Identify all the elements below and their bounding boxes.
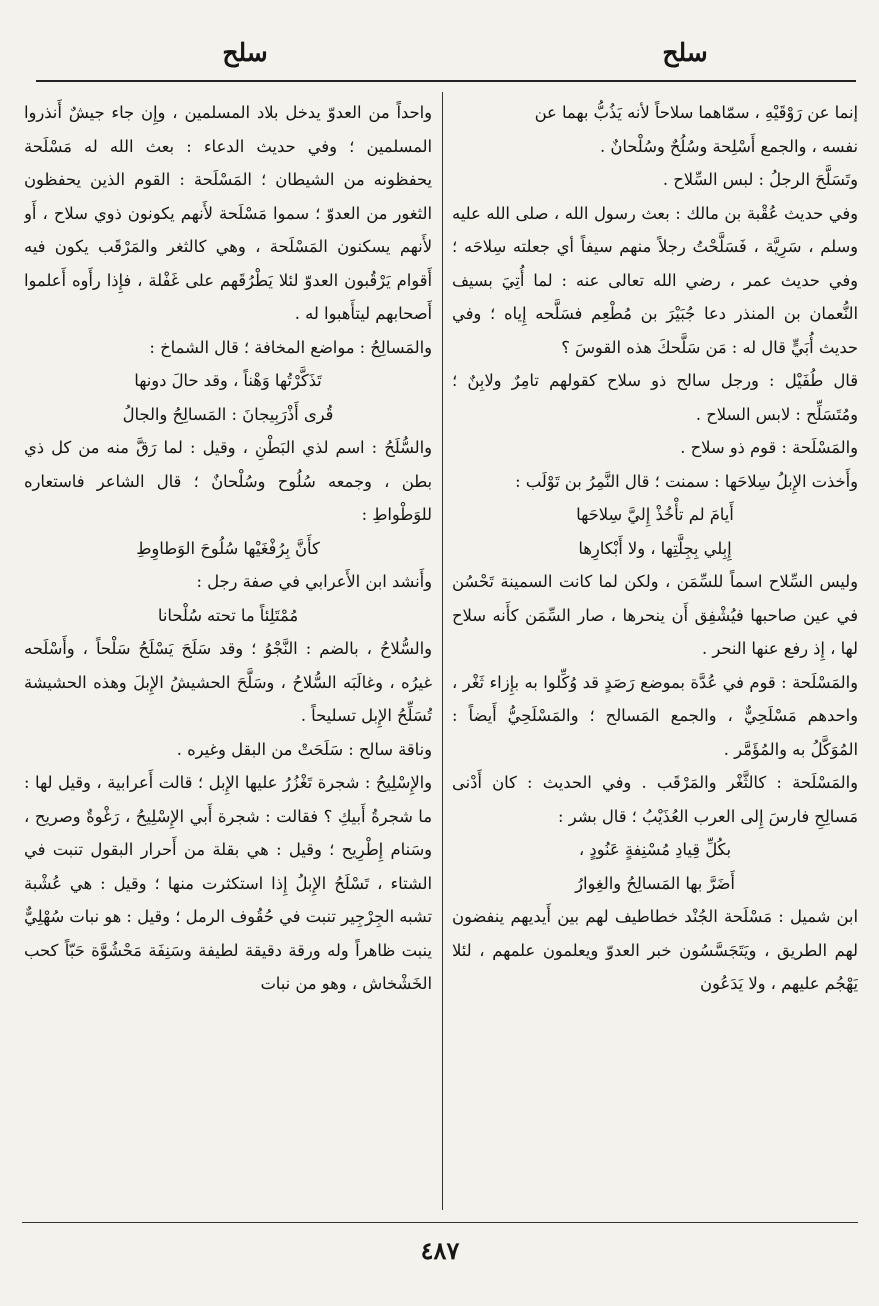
paragraph: ابن شميل : مَسْلَحة الجُنْد خطاطيف لهم بين أَيديهم ينفضون لهم الطريق ، ويَتَجَسَّسُون خبر العدوّ ويعلمون علمهم ، لئلا يَهْجُم عليهم ، ولا يَدَعُون — [452, 907, 858, 993]
paragraph: والمَسْلَحة : قوم ذو سلاح . — [680, 438, 858, 457]
poetry-verse: قُرى أَذْرَبِيجانَ : المَسالِحُ والجالُ — [122, 404, 334, 424]
paragraph: والسُّلَحُ : اسم لذي البَطْنِ ، وقيل : لما رَقَّ منه من كل ذي بطن ، وجمعه سُلُوح وسُلْحانٌ ؛ قال الشاعر فاستعاره للوَطْواطِ : — [24, 438, 432, 524]
paragraph: قال طُفَيْل : ورجل سالح ذو سلاح كقولهم تامِرٌ ولابِنٌ ؛ ومُتَسَلِّح : لابس السلاح . — [452, 371, 858, 424]
page-number: ٤٨٧ — [420, 1236, 460, 1265]
poetry-verse: بكُلِّ قِيادِ مُسْنِفةٍ عَنُودٍ ، — [578, 840, 732, 859]
poetry-verse: إِبِلي بِجِلَّتِها ، ولا أَبْكارِها — [578, 538, 732, 558]
paragraph: والإِسْلِيحُ : شجرة تَغْزُرُ عليها الإِبل ؛ قالت أَعرابية ، وقيل لها : ما شجرةُ أَبيكِ ؟ فقالت : شجرة أَبي الإِسْلِيحُ ، رَغْوةٌ وصريح ، وسَنام إِطْرِيح ؛ وقيل : هي بقلة من أَحرار البقول تنبت في الشتاء ، تَسْلَحُ الإِبلُ إِذا استكثرت منها ؛ وقيل : هي عُشْبة تشبه الجِرْجِير تنبت في حُقُوف الرمل ؛ وقيل : هو نبات سُهْلِيٌّ ينبت ظاهراً وله ورقة دقيقة لطيفة وسَنِفَة مَحْشُوَّة حَبّاً كحب الخَشْخاش ، وهو من نبات — [24, 773, 432, 993]
header-entry-word-right: سلح — [662, 38, 708, 67]
poetry-verse: كأَنَّ بِرُفْغَيْها سُلُوحَ الوَطاوِطِ — [136, 538, 320, 558]
right-text-column — [452, 96, 858, 1212]
paragraph: والمَسْلَحة : كالثَّغْر والمَرْقَب . وفي الحديث : كان أَدْنى مَسالِحِ فارسَ إِلى العرب العُذَيْبُ ؛ قال بشر : — [452, 773, 858, 826]
paragraph: واحداً من العدوّ يدخل بلاد المسلمين ، وإِن جاء جيشٌ أَنذروا المسلمين ؛ وفي حديث الدعاء : بعث الله له مَسْلَحة يحفظونه من الشيطان ؛ المَسْلَحة : القوم الذين يحفظون الثغور من العدوّ ؛ سموا مَسْلَحة لأَنهم يكونون ذوي سلاح ، أَو لأَنهم يسكنون المَسْلَحة ، وهي كالثغر والمَرْقَب يكون فيه أَقوام يَرْقُبون العدوّ لئلا يَطْرُقَهم على غَفْلة ، فإِذا رأَوه أَعلموا أَصحابهم ليتأَهبوا له . — [24, 103, 432, 323]
poetry-verse: مُمْتَلِئاً ما تحته سُلْحانا — [157, 605, 299, 625]
paragraph: والسُّلاحُ ، بالضم : النَّجْوُ ؛ وقد سَلَحَ يَسْلَحُ سَلْحاً ، وأَسْلَحه غيرُه ، وغالَبَه السُّلاحُ ، وسَلَّحَ الحشيشُ الإِبلَ وهذه الحشيشة تُسَلِّحُ الإِبل تسليحاً . — [24, 639, 432, 725]
poetry-verse: تَذَكَّرْتُها وَهْناً ، وقد حالَ دونها — [134, 371, 322, 390]
poetry-verse: أَضَرَّ بها المَسالِحُ والغِوارُ — [575, 873, 735, 893]
paragraph: نفسه ، والجمع أَسْلِحة وسُلُحٌ وسُلْحانٌ . — [600, 136, 858, 156]
column-divider — [442, 92, 443, 1210]
poetry-verse: أَيامَ لم تأْخُذْ إِليَّ سِلاحَها — [576, 505, 734, 524]
left-text-column — [24, 96, 432, 1212]
paragraph: والمَسالِحُ : مواضع المخافة ؛ قال الشماخ : — [149, 337, 432, 357]
paragraph: وناقة سالح : سَلَحَتْ من البقل وغيره . — [176, 739, 432, 759]
header-rule — [36, 80, 856, 82]
footer-rule — [22, 1222, 858, 1223]
paragraph: وتَسَلَّحَ الرجلُ : لبس السِّلاح . — [662, 170, 858, 189]
header-entry-word-left: سلح — [222, 38, 268, 67]
paragraph: إنما عن رَوْقَيْهِ ، سمّاهما سلاحاً لأنه يَذُبُّ بهما عن — [534, 103, 858, 122]
paragraph: وليس السِّلاح اسماً للسِّمَن ، ولكن لما كانت السمينة تَحْسُن في عين صاحبها فيُشْفِق أَن ينحرها ، صار السِّمَن كأَنه سلاح لها ، إِذ رفع عنها النحر . — [452, 572, 858, 658]
paragraph: وأَنشد ابن الأَعرابي في صفة رجل : — [196, 572, 432, 591]
paragraph: وأَخذت الإِبلُ سِلاحَها : سمنت ؛ قال النَّمِرُ بن تَوْلَب : — [515, 471, 858, 491]
paragraph: وفي حديث عُقْبة بن مالك : بعث رسول الله ، صلى الله عليه وسلم ، سَرِيَّة ، فَسَلَّحْتُ رجلاً منهم سيفاً أي جعلته سِلاحَه ؛ وفي حديث عمر ، رضي الله تعالى عنه : لما أُتِيَ بسيف النُّعمان بن المنذر دعا جُبَيْرَ بن مُطْعِم فسَلَّحه إِياه ؛ وفي حديث أُبَيٍّ قال له : مَن سَلَّحكَ هذه القوسَ ؟ — [452, 203, 858, 357]
paragraph: والمَسْلَحة : قوم في عُدَّة بموضع رَصَدٍ قد وُكِّلوا به بإِزاء ثَغْر ، واحدهم مَسْلَحِيٌّ ، والجمع المَسالح ؛ والمَسْلَحِيُّ أَيضاً : المُوَكَّلُ به والمُؤَمَّر . — [452, 672, 858, 759]
